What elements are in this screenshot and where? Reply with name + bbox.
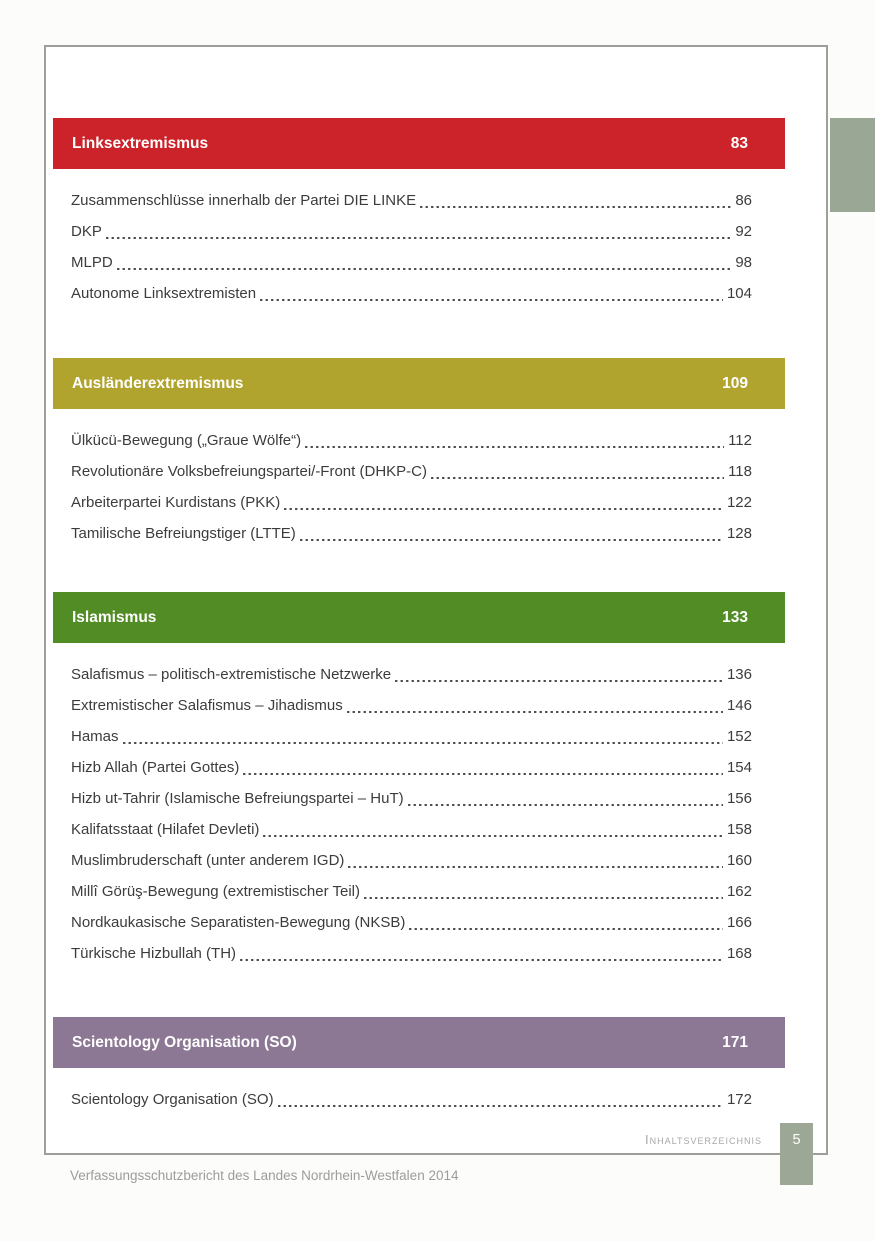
- section-title: Linksextremismus: [72, 134, 209, 152]
- entry-page-number: 122: [726, 494, 752, 511]
- dot-leader: [243, 773, 723, 775]
- entry-title: Hamas: [71, 728, 119, 745]
- entry-title: DKP: [71, 223, 102, 240]
- dot-leader: [305, 446, 724, 448]
- dot-leader: [408, 804, 723, 806]
- section-entries: [53, 1084, 785, 1115]
- dot-leader: [263, 835, 723, 837]
- entry-title: Zusammenschlüsse innerhalb der Partei DIE LINKE: [71, 192, 417, 209]
- toc-entry[interactable]: [53, 278, 785, 309]
- toc-entry[interactable]: [53, 216, 785, 247]
- entry-page-number: 166: [726, 914, 752, 931]
- dot-leader: [420, 206, 731, 208]
- entry-page-number: 152: [726, 728, 752, 745]
- toc-entry[interactable]: [53, 783, 785, 814]
- entry-title: Autonome Linksextremisten: [71, 285, 257, 302]
- section-title: Ausländerextremismus: [72, 374, 244, 392]
- entry-title: Arbeiterpartei Kurdistans (PKK): [71, 494, 281, 511]
- toc-section-scientology: [53, 1017, 785, 1115]
- entry-page-number: 104: [726, 285, 752, 302]
- entry-page-number: 98: [735, 254, 752, 271]
- toc-entry[interactable]: [53, 659, 785, 690]
- toc-entry[interactable]: [53, 876, 785, 907]
- dot-leader: [395, 680, 723, 682]
- entry-title: Türkische Hizbullah (TH): [71, 945, 237, 962]
- entry-title: Tamilische Befreiungstiger (LTTE): [71, 525, 296, 542]
- dot-leader: [300, 539, 723, 541]
- section-title: Scientology Organisation (SO): [72, 1033, 297, 1051]
- entry-page-number: 162: [726, 883, 752, 900]
- dot-leader: [123, 742, 723, 744]
- dot-leader: [260, 299, 723, 301]
- entry-title: MLPD: [71, 254, 113, 271]
- section-header-auslaenderextremismus: [53, 358, 785, 409]
- page-number-badge: 5: [780, 1123, 813, 1185]
- toc-section-linksextremismus: [53, 118, 785, 309]
- section-title: Islamismus: [72, 608, 157, 626]
- entry-page-number: 112: [728, 432, 752, 449]
- document-title-footer: Verfassungsschutzbericht des Landes Nordrhein-Westfalen 2014: [70, 1168, 459, 1183]
- entry-title: Scientology Organisation (SO): [71, 1091, 274, 1108]
- section-entries: [53, 185, 785, 309]
- dot-leader: [347, 711, 723, 713]
- chapter-side-tab: [830, 118, 875, 212]
- toc-entry[interactable]: [53, 247, 785, 278]
- entry-page-number: 158: [726, 821, 752, 838]
- section-entries: [53, 659, 785, 969]
- section-page-number: 171: [722, 1033, 748, 1051]
- section-header-scientology: [53, 1017, 785, 1068]
- dot-leader: [431, 477, 724, 479]
- toc-entry[interactable]: [53, 752, 785, 783]
- dot-leader: [364, 897, 723, 899]
- section-header-linksextremismus: [53, 118, 785, 169]
- toc-entry[interactable]: [53, 690, 785, 721]
- entry-title: Hizb Allah (Partei Gottes): [71, 759, 240, 776]
- entry-page-number: 128: [726, 525, 752, 542]
- toc-entry[interactable]: [53, 456, 785, 487]
- entry-page-number: 118: [728, 463, 752, 480]
- toc-entry[interactable]: [53, 907, 785, 938]
- entry-page-number: 146: [726, 697, 752, 714]
- section-entries: [53, 425, 785, 549]
- running-footer-label: Inhaltsverzeichnis: [645, 1132, 762, 1147]
- toc-entry[interactable]: [53, 721, 785, 752]
- section-page-number: 83: [730, 134, 748, 152]
- entry-title: Revolutionäre Volksbefreiungspartei/-Front (DHKP-C): [71, 463, 427, 480]
- entry-page-number: 156: [726, 790, 752, 807]
- dot-leader: [278, 1105, 723, 1107]
- toc-page: [44, 45, 828, 1155]
- entry-title: Nordkaukasische Separatisten-Bewegung (NKSB): [71, 914, 406, 931]
- toc-entry[interactable]: [53, 487, 785, 518]
- entry-page-number: 86: [735, 192, 752, 209]
- dot-leader: [409, 928, 723, 930]
- entry-title: Millî Görüş-Bewegung (extremistischer Teil): [71, 883, 360, 900]
- entry-page-number: 160: [726, 852, 752, 869]
- dot-leader: [240, 959, 723, 961]
- toc-entry[interactable]: [53, 1084, 785, 1115]
- toc-section-islamismus: [53, 592, 785, 969]
- dot-leader: [348, 866, 723, 868]
- entry-page-number: 92: [735, 223, 752, 240]
- section-page-number: 133: [722, 608, 748, 626]
- toc-section-auslaenderextremismus: [53, 358, 785, 549]
- entry-page-number: 154: [726, 759, 752, 776]
- entry-title: Hizb ut-Tahrir (Islamische Befreiungspartei – HuT): [71, 790, 404, 807]
- toc-entry[interactable]: [53, 185, 785, 216]
- dot-leader: [106, 237, 731, 239]
- entry-title: Extremistischer Salafismus – Jihadismus: [71, 697, 343, 714]
- entry-title: Muslimbruderschaft (unter anderem IGD): [71, 852, 345, 869]
- entry-page-number: 172: [726, 1091, 752, 1108]
- entry-title: Salafismus – politisch-extremistische Netzwerke: [71, 666, 392, 683]
- dot-leader: [117, 268, 732, 270]
- toc-entry[interactable]: [53, 845, 785, 876]
- entry-title: Kalifatsstaat (Hilafet Devleti): [71, 821, 260, 838]
- toc-entry[interactable]: [53, 814, 785, 845]
- section-page-number: 109: [722, 374, 748, 392]
- entry-page-number: 168: [726, 945, 752, 962]
- toc-entry[interactable]: [53, 425, 785, 456]
- entry-title: Ülkücü-Bewegung („Graue Wölfe“): [71, 432, 302, 449]
- section-header-islamismus: [53, 592, 785, 643]
- toc-entry[interactable]: [53, 938, 785, 969]
- toc-entry[interactable]: [53, 518, 785, 549]
- entry-page-number: 136: [726, 666, 752, 683]
- dot-leader: [284, 508, 723, 510]
